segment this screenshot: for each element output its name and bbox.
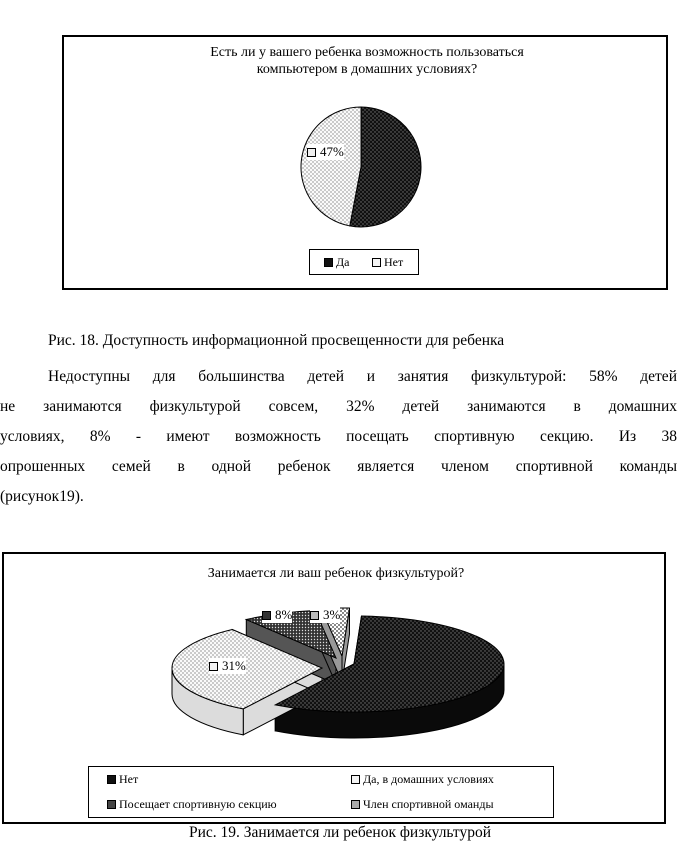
legend-item-home <box>351 772 494 787</box>
data-label-section-text: 8% <box>275 607 293 622</box>
chart-title-line-1: Есть ли у вашего ребенка возможность пользоваться <box>210 45 524 60</box>
chart-physical-activity <box>2 552 666 824</box>
legend-item-no <box>107 772 138 787</box>
chart-title: Занимается ли ваш ребенок физкультурой? <box>207 566 465 581</box>
label-swatch-no <box>307 148 316 157</box>
legend-label-yes: Да <box>336 255 350 269</box>
label-swatch-section <box>262 611 271 620</box>
legend-label-team: Член спортивной оманды <box>363 797 494 811</box>
legend-item-section <box>107 797 277 812</box>
legend-label-no: Нет <box>384 255 404 269</box>
chart-title-line-2: компьютером в домашних условиях? <box>256 62 478 77</box>
legend-label-no: Нет <box>119 772 139 786</box>
legend-swatch-home <box>351 775 360 784</box>
data-label-no-text: 47% <box>320 144 344 159</box>
paragraph-line-4: опрошенных семей в одной ребенок является членом спортивной команды <box>0 458 677 475</box>
data-label-team <box>310 607 340 623</box>
paragraph-line-2: не занимаются физкультурой совсем, 32% детей занимаются в домашних <box>0 398 677 415</box>
figure-18-caption: Рис. 18. Доступность информационной просвещенности для ребенка <box>48 332 505 349</box>
legend-swatch-yes <box>324 258 333 267</box>
legend-item-yes <box>324 255 350 270</box>
body-paragraph <box>0 362 677 512</box>
label-swatch-home <box>209 662 218 671</box>
data-label-team-text: 3% <box>323 607 341 622</box>
legend-label-home: Да, в домашних условиях <box>363 772 494 786</box>
legend-swatch-no <box>107 775 116 784</box>
pie-slice-no <box>301 107 361 226</box>
legend-item-no <box>372 255 403 270</box>
legend-label-section: Посещает спортивную секцию <box>119 797 277 811</box>
legend-swatch-section <box>107 800 116 809</box>
paragraph-line-1: Недоступны для большинства детей и занятия физкультурой: 58% детей <box>48 368 677 385</box>
data-label-home <box>209 658 246 674</box>
chart-computer-access <box>62 35 668 290</box>
figure-19-caption: Рис. 19. Занимается ли ребенок физкультурой <box>188 824 492 841</box>
label-swatch-team <box>310 611 319 620</box>
chart-legend <box>309 249 419 275</box>
data-label-home-text: 31% <box>222 658 246 673</box>
paragraph-line-3: условиях, 8% - имеют возможность посещать спортивную секцию. Из 38 <box>0 428 677 445</box>
paragraph-line-5: (рисунок19). <box>0 488 84 505</box>
chart-legend <box>88 766 554 818</box>
legend-swatch-no <box>372 258 381 267</box>
data-label-section <box>262 607 292 623</box>
legend-swatch-team <box>351 800 360 809</box>
legend-item-team <box>351 797 494 812</box>
data-label-no <box>307 144 344 160</box>
